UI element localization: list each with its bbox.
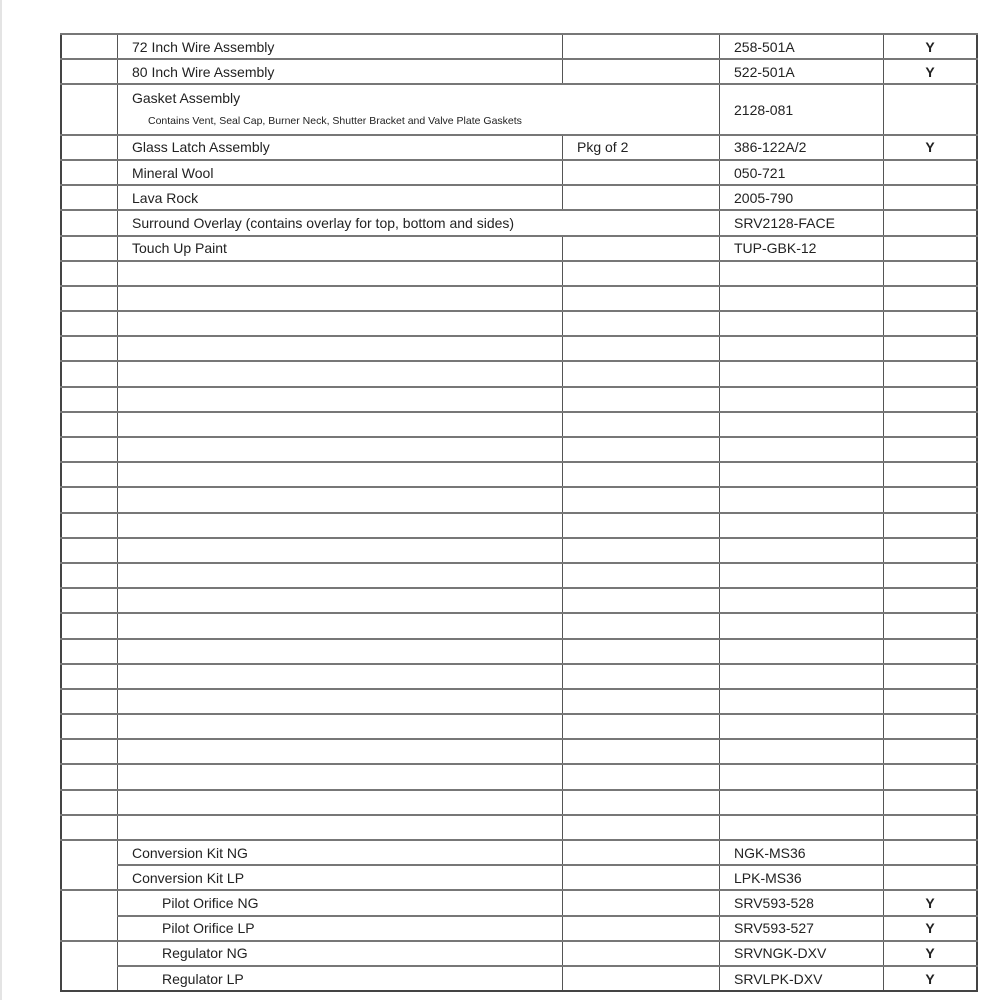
empty-table-row [61, 764, 977, 789]
empty-table-row [61, 613, 977, 638]
empty-table-row [61, 563, 977, 588]
part-number: SRV593-528 [720, 890, 884, 915]
part-description: 80 Inch Wire Assembly [118, 59, 563, 84]
table-row [61, 236, 977, 261]
parts-table [60, 33, 978, 992]
table-row [61, 890, 977, 915]
part-description: Pilot Orifice NG [118, 890, 563, 915]
part-number: 522-501A [720, 59, 884, 84]
empty-table-row [61, 437, 977, 462]
part-description: Gasket Assembly [132, 90, 241, 107]
empty-table-row [61, 588, 977, 613]
empty-table-row [61, 714, 977, 739]
table-row [61, 840, 977, 865]
available-flag: Y [884, 135, 978, 160]
part-description: Touch Up Paint [118, 236, 563, 261]
empty-table-row [61, 689, 977, 714]
empty-table-row [61, 412, 977, 437]
empty-table-row [61, 361, 977, 386]
part-number: 2005-790 [720, 185, 884, 210]
part-note: Contains Vent, Seal Cap, Burner Neck, Shutter Bracket and Valve Plate Gaskets [148, 115, 522, 128]
empty-table-row [61, 286, 977, 311]
empty-table-row [61, 387, 977, 412]
part-number: NGK-MS36 [720, 840, 884, 865]
empty-table-row [61, 739, 977, 764]
empty-table-row [61, 336, 977, 361]
empty-table-row [61, 815, 977, 840]
part-number: 386-122A/2 [720, 135, 884, 160]
empty-table-row [61, 513, 977, 538]
part-description: Regulator NG [118, 941, 563, 966]
part-description: 72 Inch Wire Assembly [118, 34, 563, 59]
part-description: Glass Latch Assembly [118, 135, 563, 160]
part-number: SRVNGK-DXV [720, 941, 884, 966]
available-flag: Y [884, 916, 978, 941]
table-row [61, 185, 977, 210]
part-number: 050-721 [720, 160, 884, 185]
table-row [61, 135, 977, 160]
empty-table-row [61, 664, 977, 689]
empty-table-row [61, 261, 977, 286]
part-description: Mineral Wool [118, 160, 563, 185]
table-row [61, 160, 977, 185]
empty-table-row [61, 462, 977, 487]
part-number: 258-501A [720, 34, 884, 59]
table-row [61, 916, 977, 941]
table-row [61, 966, 977, 991]
part-description: Regulator LP [118, 966, 563, 991]
table-row [61, 84, 977, 134]
part-description: Conversion Kit LP [118, 865, 563, 890]
part-number: SRV593-527 [720, 916, 884, 941]
available-flag: Y [884, 59, 978, 84]
available-flag: Y [884, 34, 978, 59]
available-flag: Y [884, 941, 978, 966]
available-flag [884, 84, 978, 134]
part-number: SRVLPK-DXV [720, 966, 884, 991]
empty-table-row [61, 487, 977, 512]
empty-table-row [61, 538, 977, 563]
part-quantity: Pkg of 2 [563, 135, 720, 160]
part-description: Conversion Kit NG [118, 840, 563, 865]
part-number: SRV2128-FACE [720, 210, 884, 235]
page-edge [0, 0, 2, 1000]
table-row [61, 941, 977, 966]
empty-table-row [61, 790, 977, 815]
part-number: TUP-GBK-12 [720, 236, 884, 261]
part-number: LPK-MS36 [720, 865, 884, 890]
part-description: Pilot Orifice LP [118, 916, 563, 941]
empty-table-row [61, 639, 977, 664]
table-row [61, 34, 977, 59]
empty-table-row [61, 311, 977, 336]
table-row [61, 210, 977, 235]
part-number: 2128-081 [720, 84, 884, 134]
part-description: Lava Rock [118, 185, 563, 210]
table-row [61, 865, 977, 890]
part-description: Surround Overlay (contains overlay for top, bottom and sides) [118, 210, 720, 235]
table-row [61, 59, 977, 84]
available-flag: Y [884, 890, 978, 915]
available-flag: Y [884, 966, 978, 991]
